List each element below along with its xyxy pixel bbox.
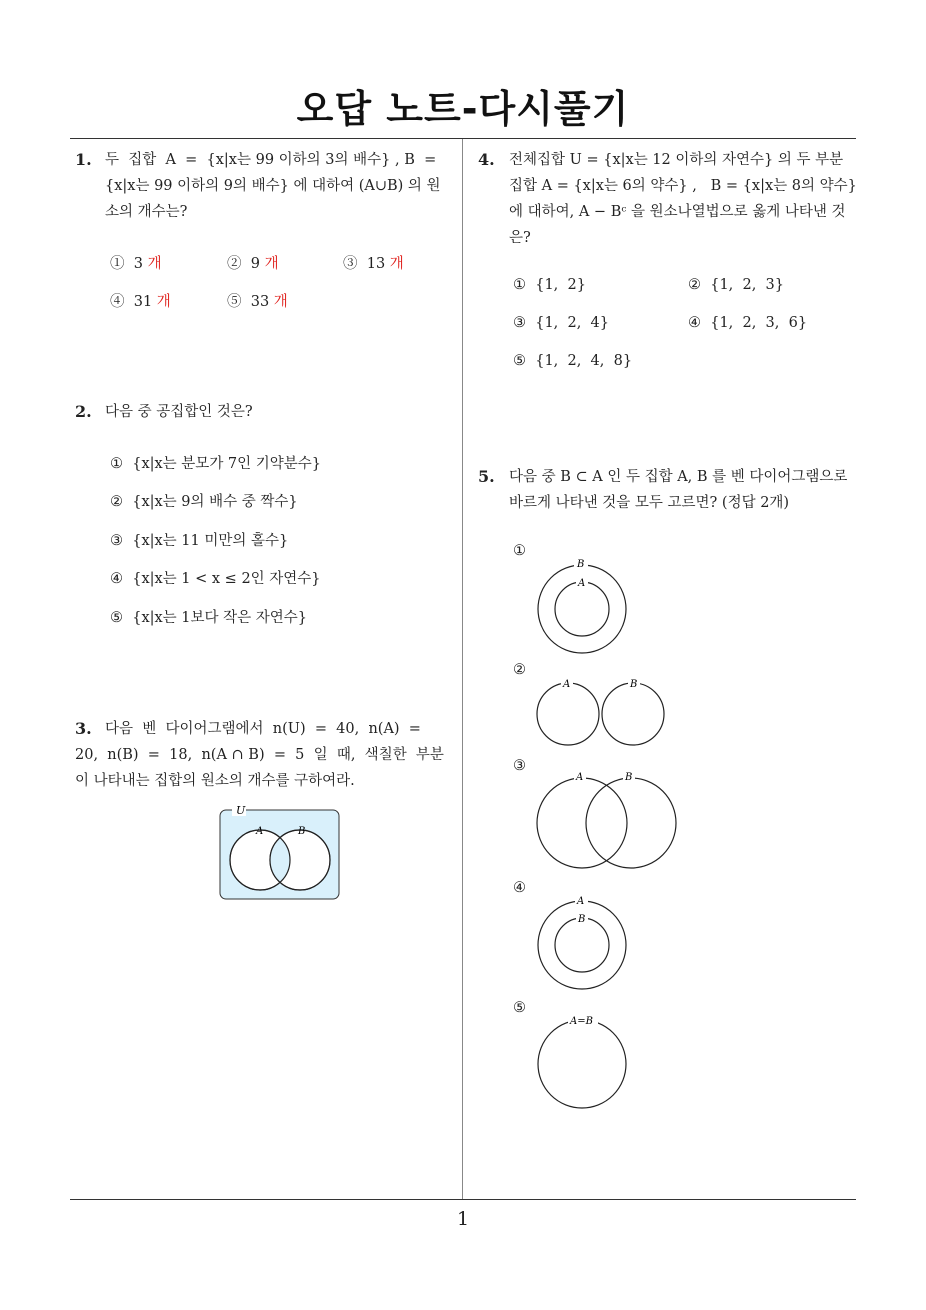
question-line: 두 집합 A = {x|x는 99 이하의 3의 배수} , B =: [105, 152, 437, 168]
bottom-rule: [70, 1199, 856, 1200]
option-text: {1, 2}: [535, 277, 586, 293]
option-text: {1, 2, 4}: [535, 315, 610, 331]
question-number: 2.: [75, 402, 92, 421]
set-circle: [538, 1020, 626, 1108]
question-text: [75, 716, 457, 794]
question-text: [509, 147, 861, 251]
set-a-label: A: [576, 772, 584, 783]
question-text: [509, 464, 861, 516]
option-mark: ⑤: [110, 610, 123, 626]
option-text: {x|x는 1 < x ≤ 2인 자연수}: [132, 571, 321, 587]
question-number: 4.: [478, 150, 495, 169]
question-number: 5.: [478, 467, 495, 486]
question-line: 다음 벤 다이어그램에서 n(U) = 40, n(A) =: [105, 721, 421, 737]
q4-option-3[interactable]: [513, 315, 609, 331]
inner-set-circle: [555, 918, 609, 972]
set-label: A=B: [570, 1016, 593, 1027]
question-text: [105, 147, 457, 225]
option-text: {x|x는 분모가 7인 기약분수}: [132, 456, 322, 472]
option-mark: ③: [110, 533, 123, 549]
q2-option-3[interactable]: [110, 529, 288, 550]
option-mark: ⑤: [227, 294, 242, 310]
set-a-label: A: [563, 679, 571, 690]
q2-option-5[interactable]: [110, 606, 307, 627]
option-value: 31: [133, 294, 153, 310]
option-mark: ②: [227, 256, 242, 272]
set-a-label: A: [256, 826, 264, 837]
set-b-circle: [586, 778, 676, 868]
q1-option-1[interactable]: [110, 252, 162, 273]
column-divider: [462, 139, 463, 1199]
option-mark: ②: [110, 494, 123, 510]
q4-option-1[interactable]: [513, 277, 586, 293]
question-text: 다음 중 공집합인 것은?: [105, 404, 253, 420]
q4-option-5[interactable]: [513, 353, 632, 369]
q5-option-4-diagram[interactable]: [530, 893, 634, 993]
question-line: 에 대하여, A − Bᶜ 을 원소나열법으로 옳게 나타낸 것: [509, 204, 846, 220]
q5-option-3-diagram[interactable]: [530, 768, 684, 872]
q1-option-3[interactable]: [343, 252, 404, 273]
option-unit: 개: [273, 294, 288, 310]
option-unit: 개: [156, 294, 171, 310]
option-mark: ⑤: [513, 353, 526, 369]
q2-option-1[interactable]: [110, 452, 321, 473]
q5-option-3-mark[interactable]: ③: [513, 758, 526, 774]
q5-option-1-mark[interactable]: ①: [513, 543, 526, 559]
set-b-label: B: [630, 679, 638, 690]
set-a-circle: [537, 778, 627, 868]
option-mark: ④: [110, 571, 123, 587]
question-line: 바르게 나타낸 것을 모두 고르면? (정답 2개): [509, 495, 790, 511]
option-text: {1, 2, 3, 6}: [710, 315, 808, 331]
question-line: 이 나타내는 집합의 원소의 개수를 구하여라.: [75, 773, 355, 789]
set-b-label: B: [625, 772, 633, 783]
option-mark: ④: [688, 315, 701, 331]
option-value: 33: [250, 294, 270, 310]
option-value: 9: [250, 256, 260, 272]
option-mark: ③: [343, 256, 358, 272]
set-b-circle: [602, 683, 664, 745]
q1-option-4[interactable]: [110, 290, 171, 311]
set-a-circle: [537, 683, 599, 745]
inner-set-circle: [555, 582, 609, 636]
option-value: 3: [133, 256, 143, 272]
top-rule: [70, 138, 856, 139]
q5-option-2-mark[interactable]: ②: [513, 662, 526, 678]
option-text: {1, 2, 3}: [710, 277, 785, 293]
option-mark: ④: [110, 294, 125, 310]
page-title: 오답 노트-다시풀기: [296, 87, 630, 131]
q5-option-4-mark[interactable]: ④: [513, 880, 526, 896]
option-mark: ①: [513, 277, 526, 293]
q4-option-2[interactable]: [688, 277, 784, 293]
q2-option-2[interactable]: [110, 490, 298, 511]
question-line: 은?: [509, 230, 531, 246]
inner-set-label: A: [578, 578, 586, 589]
q4-option-4[interactable]: [688, 315, 807, 331]
option-mark: ①: [110, 256, 125, 272]
page-number: 1: [456, 1208, 470, 1230]
option-value: 13: [366, 256, 386, 272]
question-line: 소의 개수는?: [105, 204, 188, 220]
question-line: 20, n(B) = 18, n(A ∩ B) = 5 일 때, 색칠한 부분: [75, 747, 444, 763]
option-text: {x|x는 11 미만의 홀수}: [132, 533, 289, 549]
q5-option-5-mark[interactable]: ⑤: [513, 1000, 526, 1016]
set-b-label: B: [298, 826, 306, 837]
question-number: 1.: [75, 150, 92, 169]
question-line: 집합 A = {x|x는 6의 약수} , B = {x|x는 8의 약수}: [509, 178, 857, 194]
option-text: {x|x는 1보다 작은 자연수}: [132, 610, 308, 626]
question-line: 전체집합 U = {x|x는 12 이하의 자연수} 의 두 부분: [509, 152, 844, 168]
q5-option-1-diagram[interactable]: [530, 555, 634, 655]
option-mark: ③: [513, 315, 526, 331]
q5-option-5-diagram[interactable]: [530, 1012, 634, 1112]
option-mark: ②: [688, 277, 701, 293]
q2-option-4[interactable]: [110, 567, 321, 588]
option-text: {x|x는 9의 배수 중 짝수}: [132, 494, 298, 510]
q5-option-2-diagram[interactable]: [530, 675, 670, 751]
q1-option-2[interactable]: [227, 252, 279, 273]
q1-option-5[interactable]: [227, 290, 288, 311]
universe-label: U: [236, 804, 246, 817]
option-text: {1, 2, 4, 8}: [535, 353, 633, 369]
option-unit: 개: [264, 256, 279, 272]
outer-set-label: B: [577, 559, 585, 570]
q3-venn-diagram: [218, 800, 342, 902]
option-mark: ①: [110, 456, 123, 472]
option-unit: 개: [147, 256, 162, 272]
question-line: {x|x는 99 이하의 9의 배수} 에 대하여 (A∪B) 의 원: [105, 178, 441, 194]
outer-set-label: A: [577, 896, 585, 907]
inner-set-label: B: [578, 914, 586, 925]
question-number: 3.: [75, 719, 92, 738]
option-unit: 개: [389, 256, 404, 272]
question-line: 다음 중 B ⊂ A 인 두 집합 A, B 를 벤 다이어그램으로: [509, 469, 848, 485]
